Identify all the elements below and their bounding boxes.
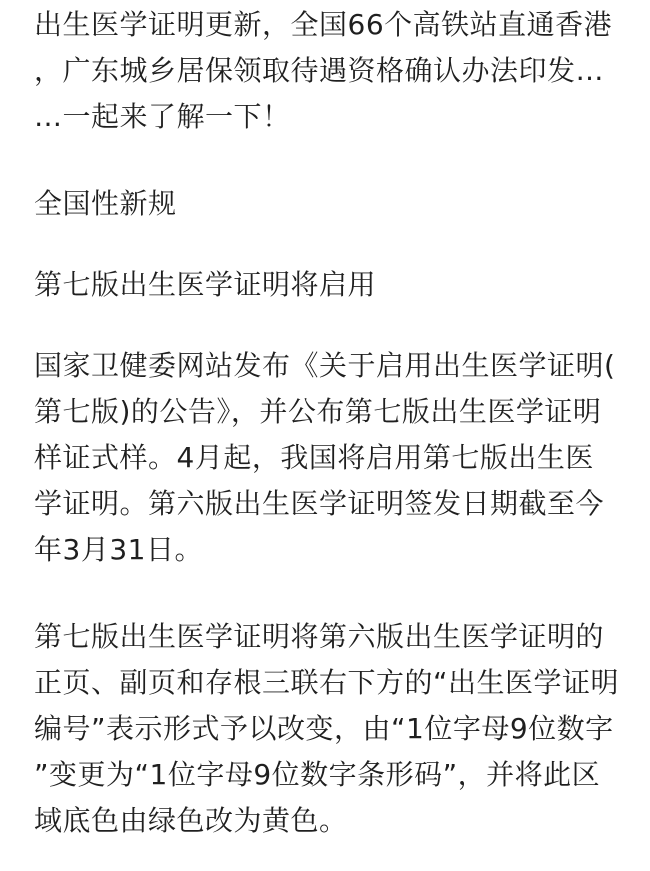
body-paragraph-1: 国家卫健委网站发布《关于启用出生医学证明(第七版)的公告》，并公布第七版出生医学证明样证式样。4月起，我国将启用第七版出生医学证明。第六版出生医学证明签发日期截至今年3月31日。 [34,349,616,566]
section-heading: 全国性新规 [34,187,177,220]
subheading: 第七版出生医学证明将启用 [34,268,377,301]
intro-paragraph: 出生医学证明更新，全国66个高铁站直通香港，广东城乡居保领取待遇资格确认办法印发……一起来了解一下！ [34,8,613,133]
body-paragraph-2: 第七版出生医学证明将第六版出生医学证明的正页、副页和存根三联右下方的“出生医学证明编号”表示形式予以改变，由“1位字母9位数字”变更为“1位字母9位数字条形码”，并将此区域底色由绿色改为黄色。 [34,620,620,837]
